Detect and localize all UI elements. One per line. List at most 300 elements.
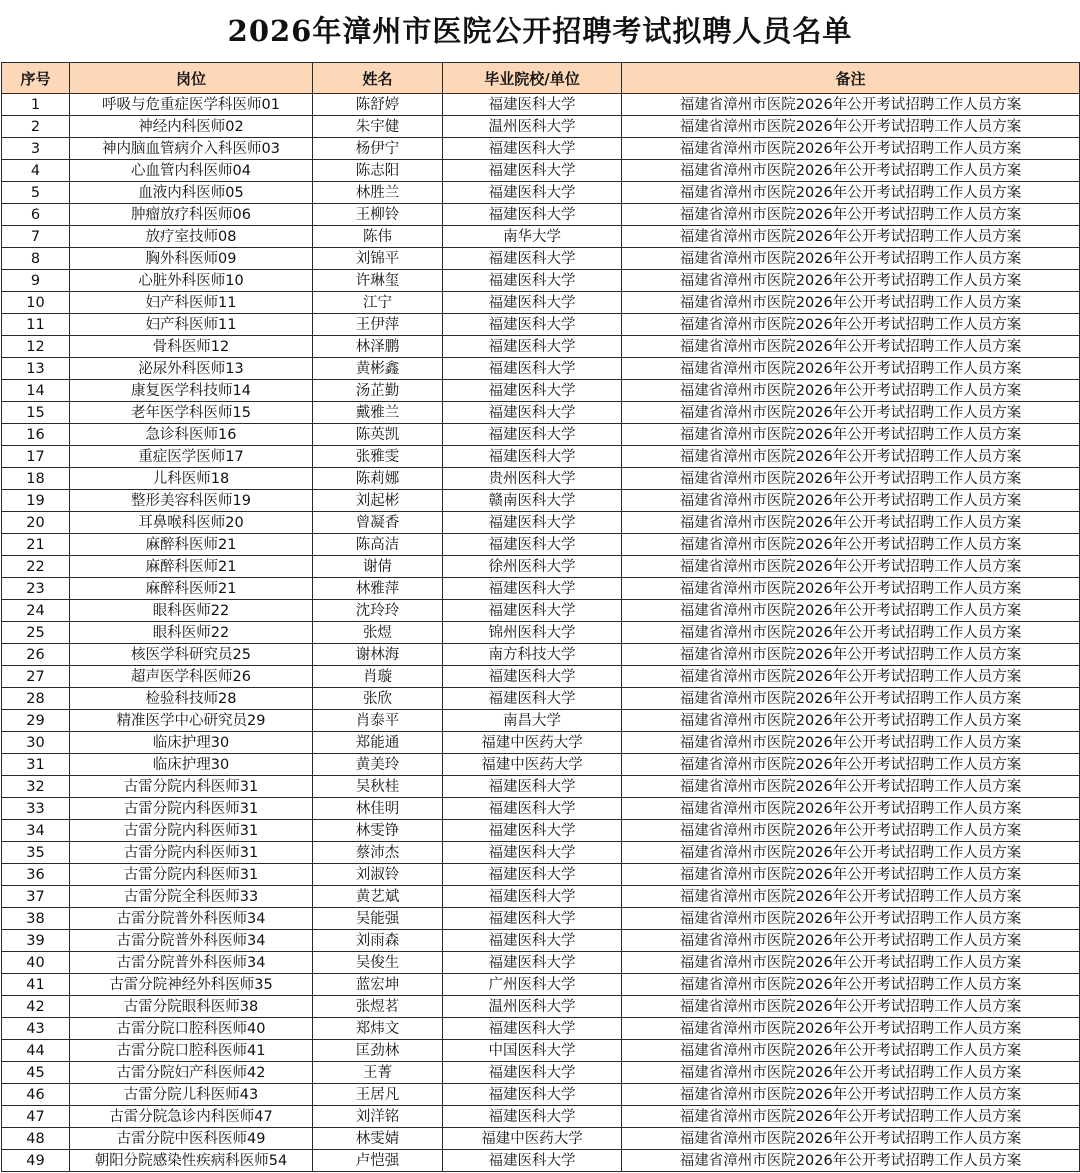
cell-school: 福建医科大学: [443, 842, 622, 864]
cell-school: 福建医科大学: [443, 204, 622, 226]
cell-position: 精准医学中心研究员29: [70, 710, 313, 732]
cell-name: 吴俊生: [313, 952, 443, 974]
cell-school: 福建医科大学: [443, 358, 622, 380]
cell-school: 福建医科大学: [443, 820, 622, 842]
table-row: [2, 600, 1080, 622]
cell-remark: 福建省漳州市医院2026年公开考试招聘工作人员方案: [622, 732, 1080, 754]
table-row: [2, 556, 1080, 578]
cell-name: 林雯婧: [313, 1128, 443, 1150]
cell-school: 福建医科大学: [443, 534, 622, 556]
cell-index: 24: [2, 600, 70, 622]
cell-remark: 福建省漳州市医院2026年公开考试招聘工作人员方案: [622, 1084, 1080, 1106]
cell-remark: 福建省漳州市医院2026年公开考试招聘工作人员方案: [622, 556, 1080, 578]
cell-remark: 福建省漳州市医院2026年公开考试招聘工作人员方案: [622, 270, 1080, 292]
cell-position: 古雷分院口腔科医师40: [70, 1018, 313, 1040]
cell-position: 妇产科医师11: [70, 314, 313, 336]
table-row: [2, 644, 1080, 666]
table-row: [2, 424, 1080, 446]
cell-name: 曾凝香: [313, 512, 443, 534]
cell-position: 神内脑血管病介入科医师03: [70, 138, 313, 160]
cell-position: 古雷分院神经外科医师35: [70, 974, 313, 996]
table-row: [2, 182, 1080, 204]
cell-school: 福建医科大学: [443, 248, 622, 270]
cell-position: 检验科技师28: [70, 688, 313, 710]
cell-name: 蔡沛杰: [313, 842, 443, 864]
cell-name: 陈英凯: [313, 424, 443, 446]
cell-position: 古雷分院眼科医师38: [70, 996, 313, 1018]
cell-remark: 福建省漳州市医院2026年公开考试招聘工作人员方案: [622, 886, 1080, 908]
cell-school: 福建医科大学: [443, 138, 622, 160]
cell-index: 36: [2, 864, 70, 886]
header-index: 序号: [2, 63, 70, 94]
cell-index: 26: [2, 644, 70, 666]
cell-remark: 福建省漳州市医院2026年公开考试招聘工作人员方案: [622, 1040, 1080, 1062]
cell-position: 临床护理30: [70, 754, 313, 776]
table-row: [2, 1040, 1080, 1062]
cell-remark: 福建省漳州市医院2026年公开考试招聘工作人员方案: [622, 512, 1080, 534]
cell-school: 福建医科大学: [443, 776, 622, 798]
table-body: [2, 94, 1080, 1172]
table-row: [2, 358, 1080, 380]
cell-position: 临床护理30: [70, 732, 313, 754]
cell-index: 31: [2, 754, 70, 776]
table-row: [2, 160, 1080, 182]
cell-school: 福建医科大学: [443, 886, 622, 908]
cell-school: 赣南医科大学: [443, 490, 622, 512]
cell-name: 张煜茗: [313, 996, 443, 1018]
cell-remark: 福建省漳州市医院2026年公开考试招聘工作人员方案: [622, 754, 1080, 776]
cell-name: 张雅雯: [313, 446, 443, 468]
cell-position: 古雷分院内科医师31: [70, 798, 313, 820]
cell-remark: 福建省漳州市医院2026年公开考试招聘工作人员方案: [622, 908, 1080, 930]
cell-index: 39: [2, 930, 70, 952]
cell-school: 福建医科大学: [443, 1084, 622, 1106]
cell-name: 黄美玲: [313, 754, 443, 776]
cell-index: 28: [2, 688, 70, 710]
cell-position: 神经内科医师02: [70, 116, 313, 138]
table-row: [2, 402, 1080, 424]
cell-remark: 福建省漳州市医院2026年公开考试招聘工作人员方案: [622, 644, 1080, 666]
cell-index: 44: [2, 1040, 70, 1062]
cell-position: 核医学科研究员25: [70, 644, 313, 666]
personnel-table: [1, 62, 1080, 1172]
cell-school: 福建医科大学: [443, 798, 622, 820]
cell-index: 7: [2, 226, 70, 248]
cell-index: 29: [2, 710, 70, 732]
cell-name: 陈志阳: [313, 160, 443, 182]
cell-position: 古雷分院急诊内科医师47: [70, 1106, 313, 1128]
cell-position: 麻醉科医师21: [70, 534, 313, 556]
table-row: [2, 842, 1080, 864]
cell-remark: 福建省漳州市医院2026年公开考试招聘工作人员方案: [622, 1150, 1080, 1172]
cell-position: 麻醉科医师21: [70, 578, 313, 600]
cell-position: 古雷分院全科医师33: [70, 886, 313, 908]
cell-school: 福建医科大学: [443, 380, 622, 402]
cell-school: 福建中医药大学: [443, 1128, 622, 1150]
cell-position: 古雷分院内科医师31: [70, 776, 313, 798]
cell-school: 温州医科大学: [443, 116, 622, 138]
cell-index: 16: [2, 424, 70, 446]
cell-position: 眼科医师22: [70, 600, 313, 622]
table-row: [2, 820, 1080, 842]
cell-index: 47: [2, 1106, 70, 1128]
table-row: [2, 798, 1080, 820]
cell-name: 王柳铃: [313, 204, 443, 226]
cell-remark: 福建省漳州市医院2026年公开考试招聘工作人员方案: [622, 534, 1080, 556]
cell-school: 中国医科大学: [443, 1040, 622, 1062]
cell-name: 刘雨森: [313, 930, 443, 952]
cell-name: 刘起彬: [313, 490, 443, 512]
table-row: [2, 996, 1080, 1018]
cell-position: 古雷分院妇产科医师42: [70, 1062, 313, 1084]
table-row: [2, 754, 1080, 776]
table-row: [2, 512, 1080, 534]
cell-name: 谢林海: [313, 644, 443, 666]
cell-school: 福建医科大学: [443, 512, 622, 534]
cell-remark: 福建省漳州市医院2026年公开考试招聘工作人员方案: [622, 930, 1080, 952]
cell-index: 37: [2, 886, 70, 908]
cell-remark: 福建省漳州市医院2026年公开考试招聘工作人员方案: [622, 182, 1080, 204]
cell-position: 重症医学医师17: [70, 446, 313, 468]
cell-index: 33: [2, 798, 70, 820]
cell-index: 14: [2, 380, 70, 402]
cell-school: 广州医科大学: [443, 974, 622, 996]
cell-school: 锦州医科大学: [443, 622, 622, 644]
cell-name: 黄彬鑫: [313, 358, 443, 380]
cell-school: 福建医科大学: [443, 270, 622, 292]
cell-remark: 福建省漳州市医院2026年公开考试招聘工作人员方案: [622, 314, 1080, 336]
cell-index: 19: [2, 490, 70, 512]
table-row: [2, 710, 1080, 732]
table-header-row: [2, 63, 1080, 94]
header-position: 岗位: [70, 63, 313, 94]
cell-school: 温州医科大学: [443, 996, 622, 1018]
table-row: [2, 886, 1080, 908]
cell-position: 血液内科医师05: [70, 182, 313, 204]
cell-position: 心血管内科医师04: [70, 160, 313, 182]
table-row: [2, 94, 1080, 116]
cell-name: 陈舒婷: [313, 94, 443, 116]
cell-index: 41: [2, 974, 70, 996]
table-row: [2, 952, 1080, 974]
cell-name: 戴雅兰: [313, 402, 443, 424]
cell-name: 林雯铮: [313, 820, 443, 842]
table-row: [2, 468, 1080, 490]
cell-school: 福建医科大学: [443, 1018, 622, 1040]
cell-name: 朱宇健: [313, 116, 443, 138]
table-row: [2, 666, 1080, 688]
cell-position: 急诊科医师16: [70, 424, 313, 446]
cell-position: 整形美容科医师19: [70, 490, 313, 512]
table-row: [2, 1106, 1080, 1128]
cell-remark: 福建省漳州市医院2026年公开考试招聘工作人员方案: [622, 138, 1080, 160]
cell-remark: 福建省漳州市医院2026年公开考试招聘工作人员方案: [622, 776, 1080, 798]
cell-position: 古雷分院内科医师31: [70, 820, 313, 842]
cell-name: 王菁: [313, 1062, 443, 1084]
cell-name: 陈莉娜: [313, 468, 443, 490]
cell-remark: 福建省漳州市医院2026年公开考试招聘工作人员方案: [622, 116, 1080, 138]
cell-position: 泌尿外科医师13: [70, 358, 313, 380]
table-row: [2, 314, 1080, 336]
cell-index: 43: [2, 1018, 70, 1040]
cell-remark: 福建省漳州市医院2026年公开考试招聘工作人员方案: [622, 996, 1080, 1018]
cell-remark: 福建省漳州市医院2026年公开考试招聘工作人员方案: [622, 94, 1080, 116]
cell-index: 42: [2, 996, 70, 1018]
cell-name: 汤芷勤: [313, 380, 443, 402]
cell-position: 超声医学科医师26: [70, 666, 313, 688]
table-row: [2, 446, 1080, 468]
cell-index: 11: [2, 314, 70, 336]
cell-remark: 福建省漳州市医院2026年公开考试招聘工作人员方案: [622, 1018, 1080, 1040]
cell-position: 朝阳分院感染性疾病科医师54: [70, 1150, 313, 1172]
table-row: [2, 1018, 1080, 1040]
cell-index: 3: [2, 138, 70, 160]
cell-index: 30: [2, 732, 70, 754]
cell-index: 35: [2, 842, 70, 864]
cell-name: 刘淑铃: [313, 864, 443, 886]
cell-position: 古雷分院普外科医师34: [70, 930, 313, 952]
table-row: [2, 534, 1080, 556]
cell-index: 20: [2, 512, 70, 534]
cell-name: 许琳玺: [313, 270, 443, 292]
cell-remark: 福建省漳州市医院2026年公开考试招聘工作人员方案: [622, 974, 1080, 996]
cell-school: 南方科技大学: [443, 644, 622, 666]
table-row: [2, 1084, 1080, 1106]
cell-name: 郑能通: [313, 732, 443, 754]
cell-index: 8: [2, 248, 70, 270]
cell-position: 古雷分院普外科医师34: [70, 908, 313, 930]
cell-remark: 福建省漳州市医院2026年公开考试招聘工作人员方案: [622, 952, 1080, 974]
cell-name: 江宁: [313, 292, 443, 314]
cell-school: 福建医科大学: [443, 666, 622, 688]
table-row: [2, 336, 1080, 358]
table-row: [2, 622, 1080, 644]
cell-name: 郑炜文: [313, 1018, 443, 1040]
table-row: [2, 116, 1080, 138]
cell-position: 古雷分院内科医师31: [70, 842, 313, 864]
table-row: [2, 270, 1080, 292]
cell-name: 谢倩: [313, 556, 443, 578]
cell-index: 34: [2, 820, 70, 842]
cell-position: 麻醉科医师21: [70, 556, 313, 578]
cell-index: 4: [2, 160, 70, 182]
cell-remark: 福建省漳州市医院2026年公开考试招聘工作人员方案: [622, 468, 1080, 490]
cell-remark: 福建省漳州市医院2026年公开考试招聘工作人员方案: [622, 1106, 1080, 1128]
document-title: 2026年漳州市医院公开招聘考试拟聘人员名单: [227, 14, 853, 48]
cell-school: 福建医科大学: [443, 930, 622, 952]
cell-name: 林泽鹏: [313, 336, 443, 358]
cell-name: 吴能强: [313, 908, 443, 930]
cell-index: 40: [2, 952, 70, 974]
cell-school: 福建医科大学: [443, 402, 622, 424]
cell-index: 46: [2, 1084, 70, 1106]
header-school: 毕业院校/单位: [443, 63, 622, 94]
table-row: [2, 1150, 1080, 1172]
cell-remark: 福建省漳州市医院2026年公开考试招聘工作人员方案: [622, 842, 1080, 864]
cell-name: 王居凡: [313, 1084, 443, 1106]
cell-remark: 福建省漳州市医院2026年公开考试招聘工作人员方案: [622, 820, 1080, 842]
cell-position: 古雷分院普外科医师34: [70, 952, 313, 974]
table-row: [2, 908, 1080, 930]
cell-index: 10: [2, 292, 70, 314]
table-row: [2, 248, 1080, 270]
cell-position: 儿科医师18: [70, 468, 313, 490]
cell-position: 古雷分院口腔科医师41: [70, 1040, 313, 1062]
cell-school: 福建医科大学: [443, 600, 622, 622]
table-row: [2, 930, 1080, 952]
table-row: [2, 776, 1080, 798]
cell-school: 徐州医科大学: [443, 556, 622, 578]
cell-remark: 福建省漳州市医院2026年公开考试招聘工作人员方案: [622, 578, 1080, 600]
cell-remark: 福建省漳州市医院2026年公开考试招聘工作人员方案: [622, 1062, 1080, 1084]
cell-school: 福建医科大学: [443, 1062, 622, 1084]
cell-name: 黄艺斌: [313, 886, 443, 908]
cell-index: 17: [2, 446, 70, 468]
cell-index: 38: [2, 908, 70, 930]
cell-index: 13: [2, 358, 70, 380]
table-row: [2, 204, 1080, 226]
cell-index: 49: [2, 1150, 70, 1172]
cell-name: 刘洋铭: [313, 1106, 443, 1128]
cell-position: 放疗室技师08: [70, 226, 313, 248]
cell-index: 23: [2, 578, 70, 600]
table-row: [2, 974, 1080, 996]
cell-name: 王伊萍: [313, 314, 443, 336]
cell-remark: 福建省漳州市医院2026年公开考试招聘工作人员方案: [622, 490, 1080, 512]
cell-school: 福建中医药大学: [443, 754, 622, 776]
cell-school: 福建医科大学: [443, 424, 622, 446]
cell-remark: 福建省漳州市医院2026年公开考试招聘工作人员方案: [622, 424, 1080, 446]
table-row: [2, 226, 1080, 248]
cell-remark: 福建省漳州市医院2026年公开考试招聘工作人员方案: [622, 380, 1080, 402]
table-row: [2, 732, 1080, 754]
cell-name: 张煜: [313, 622, 443, 644]
cell-name: 杨伊宁: [313, 138, 443, 160]
cell-index: 9: [2, 270, 70, 292]
cell-position: 古雷分院儿科医师43: [70, 1084, 313, 1106]
cell-name: 刘锦平: [313, 248, 443, 270]
cell-name: 陈伟: [313, 226, 443, 248]
cell-remark: 福建省漳州市医院2026年公开考试招聘工作人员方案: [622, 402, 1080, 424]
cell-index: 25: [2, 622, 70, 644]
cell-school: 福建医科大学: [443, 336, 622, 358]
header-remark: 备注: [622, 63, 1080, 94]
cell-position: 古雷分院内科医师31: [70, 864, 313, 886]
cell-remark: 福建省漳州市医院2026年公开考试招聘工作人员方案: [622, 798, 1080, 820]
cell-remark: 福建省漳州市医院2026年公开考试招聘工作人员方案: [622, 666, 1080, 688]
cell-school: 福建医科大学: [443, 1150, 622, 1172]
cell-remark: 福建省漳州市医院2026年公开考试招聘工作人员方案: [622, 600, 1080, 622]
cell-name: 卢恺强: [313, 1150, 443, 1172]
cell-remark: 福建省漳州市医院2026年公开考试招聘工作人员方案: [622, 358, 1080, 380]
cell-school: 贵州医科大学: [443, 468, 622, 490]
cell-index: 6: [2, 204, 70, 226]
cell-position: 康复医学科技师14: [70, 380, 313, 402]
cell-school: 福建医科大学: [443, 182, 622, 204]
cell-position: 眼科医师22: [70, 622, 313, 644]
header-name: 姓名: [313, 63, 443, 94]
table-row: [2, 1128, 1080, 1150]
cell-name: 沈玲玲: [313, 600, 443, 622]
cell-remark: 福建省漳州市医院2026年公开考试招聘工作人员方案: [622, 204, 1080, 226]
cell-index: 45: [2, 1062, 70, 1084]
cell-name: 吴秋桂: [313, 776, 443, 798]
cell-school: 福建医科大学: [443, 1106, 622, 1128]
cell-position: 老年医学科医师15: [70, 402, 313, 424]
cell-school: 福建医科大学: [443, 952, 622, 974]
cell-position: 古雷分院中医科医师49: [70, 1128, 313, 1150]
cell-school: 福建医科大学: [443, 94, 622, 116]
cell-index: 5: [2, 182, 70, 204]
cell-name: 匡劲林: [313, 1040, 443, 1062]
table-row: [2, 1062, 1080, 1084]
cell-remark: 福建省漳州市医院2026年公开考试招聘工作人员方案: [622, 248, 1080, 270]
cell-index: 21: [2, 534, 70, 556]
cell-remark: 福建省漳州市医院2026年公开考试招聘工作人员方案: [622, 336, 1080, 358]
cell-remark: 福建省漳州市医院2026年公开考试招聘工作人员方案: [622, 1128, 1080, 1150]
cell-school: 福建医科大学: [443, 864, 622, 886]
table-row: [2, 578, 1080, 600]
cell-index: 1: [2, 94, 70, 116]
cell-remark: 福建省漳州市医院2026年公开考试招聘工作人员方案: [622, 710, 1080, 732]
cell-position: 妇产科医师11: [70, 292, 313, 314]
cell-school: 福建中医药大学: [443, 732, 622, 754]
cell-name: 肖泰平: [313, 710, 443, 732]
cell-school: 福建医科大学: [443, 578, 622, 600]
cell-remark: 福建省漳州市医院2026年公开考试招聘工作人员方案: [622, 446, 1080, 468]
cell-index: 27: [2, 666, 70, 688]
cell-position: 骨科医师12: [70, 336, 313, 358]
cell-name: 陈高洁: [313, 534, 443, 556]
cell-school: 福建医科大学: [443, 446, 622, 468]
cell-remark: 福建省漳州市医院2026年公开考试招聘工作人员方案: [622, 864, 1080, 886]
cell-name: 林胜兰: [313, 182, 443, 204]
table-row: [2, 864, 1080, 886]
cell-index: 32: [2, 776, 70, 798]
cell-remark: 福建省漳州市医院2026年公开考试招聘工作人员方案: [622, 688, 1080, 710]
cell-name: 张欣: [313, 688, 443, 710]
cell-index: 12: [2, 336, 70, 358]
cell-name: 肖璇: [313, 666, 443, 688]
cell-school: 福建医科大学: [443, 908, 622, 930]
cell-remark: 福建省漳州市医院2026年公开考试招聘工作人员方案: [622, 226, 1080, 248]
cell-index: 15: [2, 402, 70, 424]
cell-remark: 福建省漳州市医院2026年公开考试招聘工作人员方案: [622, 292, 1080, 314]
cell-position: 胸外科医师09: [70, 248, 313, 270]
cell-remark: 福建省漳州市医院2026年公开考试招聘工作人员方案: [622, 622, 1080, 644]
cell-position: 呼吸与危重症医学科医师01: [70, 94, 313, 116]
cell-remark: 福建省漳州市医院2026年公开考试招聘工作人员方案: [622, 160, 1080, 182]
table-row: [2, 138, 1080, 160]
cell-index: 2: [2, 116, 70, 138]
table-row: [2, 292, 1080, 314]
table-row: [2, 490, 1080, 512]
cell-school: 福建医科大学: [443, 292, 622, 314]
cell-index: 18: [2, 468, 70, 490]
cell-index: 22: [2, 556, 70, 578]
cell-position: 心脏外科医师10: [70, 270, 313, 292]
cell-school: 南华大学: [443, 226, 622, 248]
table-row: [2, 688, 1080, 710]
cell-name: 林佳明: [313, 798, 443, 820]
cell-school: 福建医科大学: [443, 160, 622, 182]
cell-position: 肿瘤放疗科医师06: [70, 204, 313, 226]
cell-school: 福建医科大学: [443, 314, 622, 336]
cell-name: 林雅萍: [313, 578, 443, 600]
cell-position: 耳鼻喉科医师20: [70, 512, 313, 534]
cell-school: 南昌大学: [443, 710, 622, 732]
cell-school: 福建医科大学: [443, 688, 622, 710]
